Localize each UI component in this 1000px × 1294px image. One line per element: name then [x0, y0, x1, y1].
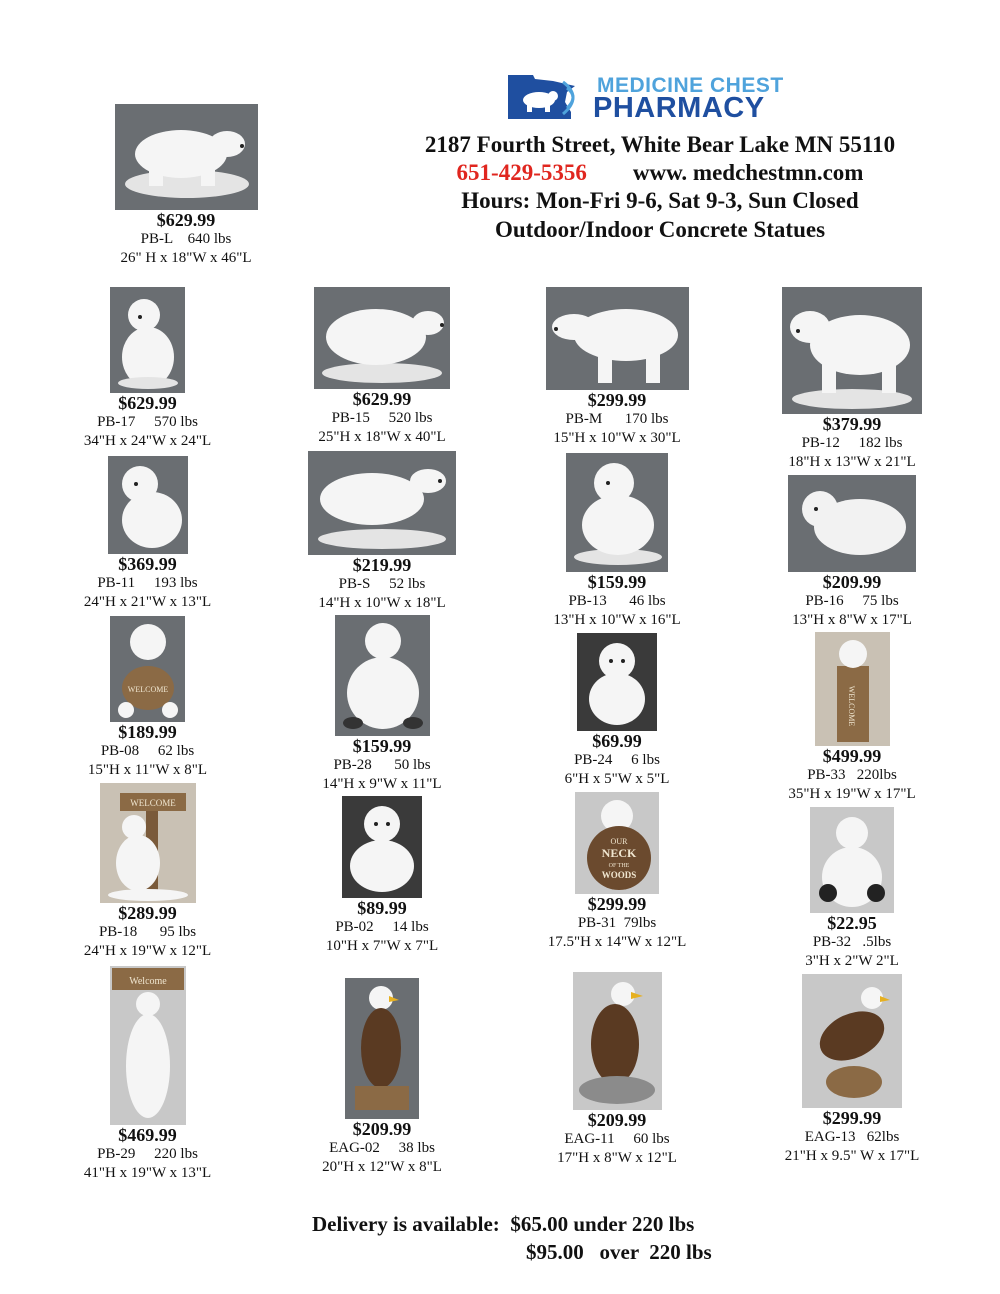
product-card: [532, 792, 702, 952]
product-code-weight: PB-28 50 lbs: [333, 757, 431, 773]
product-card: [65, 616, 230, 780]
pharmacy-logo: [505, 72, 815, 122]
polar-bear-statue-photo: [314, 287, 450, 389]
product-price: $289.99: [118, 903, 177, 923]
product-dimensions: 13"H x 10"W x 16"L: [553, 612, 681, 628]
polar-bear-statue-photo: [108, 456, 188, 554]
product-price: $22.95: [827, 913, 877, 933]
product-dimensions: 41"H x 19"W x 13"L: [83, 1165, 212, 1181]
product-price: $629.99: [118, 393, 177, 413]
product-dimensions: 24"H x 21"W x 13"L: [83, 594, 212, 610]
product-card: [532, 633, 702, 789]
product-card: [297, 796, 467, 956]
logo-line2: PHARMACY: [593, 92, 765, 124]
product-price: $89.99: [357, 898, 407, 918]
product-card: [297, 615, 467, 794]
sign-text: OF THE: [608, 863, 630, 869]
svg-text:WELCOME: WELCOME: [129, 798, 176, 808]
logo-line1: MEDICINE CHEST: [597, 74, 784, 97]
product-price: $209.99: [822, 572, 882, 592]
product-card: [65, 966, 230, 1183]
product-price: $189.99: [118, 722, 177, 742]
product-code-weight: PB-13 46 lbs: [568, 593, 666, 609]
product-code-weight: PB-11 193 lbs: [97, 575, 198, 591]
sign-text: OUR: [610, 837, 628, 846]
polar-bear-statue-photo: [577, 633, 657, 731]
product-dimensions: 25"H x 18"W x 40"L: [318, 429, 446, 445]
bear-welcome-sign-photo: [110, 966, 186, 1125]
delivery-label: Delivery is available:: [312, 1212, 500, 1236]
product-code-weight: PB-33 220lbs: [807, 767, 897, 783]
product-code-weight: PB-24 6 lbs: [574, 752, 660, 768]
delivery-line-1: [312, 1212, 694, 1237]
product-dimensions: 24"H x 19"W x 12"L: [83, 943, 212, 959]
product-code-weight: PB-L 640 lbs: [140, 231, 232, 247]
product-price: $499.99: [822, 746, 882, 766]
product-code-weight: PB-17 570 lbs: [97, 414, 198, 430]
product-price: $469.99: [118, 1125, 177, 1145]
product-code-weight: PB-M 170 lbs: [565, 411, 669, 427]
sign-text: WOODS: [601, 870, 637, 880]
product-card: [65, 456, 230, 612]
product-price: $379.99: [822, 414, 882, 434]
website: www. medchestmn.com: [632, 160, 864, 185]
product-card: [65, 287, 230, 451]
product-price: $629.99: [156, 210, 216, 230]
polar-bear-statue-photo: [546, 287, 689, 390]
bear-neck-of-woods-sign-photo: [575, 792, 659, 894]
product-code-weight: EAG-11 60 lbs: [564, 1131, 670, 1147]
product-price: $69.99: [592, 731, 642, 751]
product-dimensions: 17.5"H x 14"W x 12"L: [547, 934, 687, 950]
product-dimensions: 14"H x 9"W x 11"L: [322, 776, 442, 792]
product-price: $209.99: [352, 1119, 412, 1139]
product-code-weight: PB-S 52 lbs: [338, 576, 426, 592]
eagle-statue-photo: [573, 972, 662, 1110]
polar-bear-statue-photo: [335, 615, 430, 736]
product-dimensions: 18"H x 13"W x 21"L: [788, 454, 916, 470]
product-code-weight: PB-18 95 lbs: [98, 924, 197, 940]
product-price: $299.99: [587, 894, 647, 914]
product-dimensions: 13"H x 8"W x 17"L: [792, 612, 912, 628]
product-code-weight: PB-29 220 lbs: [97, 1146, 198, 1162]
product-dimensions: 26" H x 18"W x 46"L: [120, 250, 252, 266]
product-dimensions: 3"H x 2"W 2"L: [805, 953, 899, 969]
product-card: [297, 451, 467, 613]
product-card: [297, 287, 467, 447]
product-card: [297, 978, 467, 1177]
bear-welcome-sign-photo: [110, 616, 185, 722]
minnesota-bear-logo-icon: [505, 72, 585, 122]
eagle-statue-photo: [802, 974, 902, 1108]
product-price: $159.99: [352, 736, 412, 756]
sign-text: NECK: [601, 846, 637, 860]
product-card: [772, 974, 932, 1166]
product-card: [772, 475, 932, 630]
store-hours: Hours: Mon-Fri 9-6, Sat 9-3, Sun Closed: [461, 188, 859, 213]
phone-number: 651-429-5356: [456, 160, 587, 185]
product-dimensions: 34"H x 24"W x 24"L: [83, 433, 212, 449]
product-code-weight: PB-15 520 lbs: [331, 410, 433, 426]
product-code-weight: PB-16 75 lbs: [805, 593, 899, 609]
product-code-weight: PB-02 14 lbs: [335, 919, 429, 935]
product-dimensions: 21"H x 9.5" W x 17"L: [784, 1148, 920, 1164]
product-code-weight: PB-12 182 lbs: [801, 435, 903, 451]
product-dimensions: 35"H x 19"W x 17"L: [788, 786, 916, 802]
product-dimensions: 17"H x 8"W x 12"L: [557, 1150, 677, 1166]
product-card: [772, 287, 932, 472]
contact-line: [380, 160, 940, 186]
product-price: $209.99: [587, 1110, 647, 1130]
polar-bear-statue-photo: [115, 104, 258, 210]
product-dimensions: 6"H x 5"W x 5"L: [564, 771, 670, 787]
product-code-weight: EAG-02 38 lbs: [329, 1140, 435, 1156]
address: 2187 Fourth Street, White Bear Lake MN 55110: [424, 132, 896, 157]
svg-text:WELCOME: WELCOME: [127, 685, 169, 694]
polar-bear-statue-photo: [110, 287, 185, 393]
product-card: [532, 972, 702, 1168]
polar-bear-statue-photo: [788, 475, 916, 572]
product-code-weight: PB-08 62 lbs: [100, 743, 195, 759]
bear-welcome-post-photo: [815, 632, 890, 746]
product-card: [772, 632, 932, 804]
product-dimensions: 15"H x 10"W x 30"L: [553, 430, 681, 446]
product-card: [65, 783, 230, 961]
page-subtitle: Outdoor/Indoor Concrete Statues: [494, 217, 826, 242]
product-code-weight: PB-32 .5lbs: [812, 934, 892, 950]
product-card: [772, 807, 932, 971]
product-card: [86, 104, 286, 268]
product-dimensions: 20"H x 12"W x 8"L: [322, 1159, 442, 1175]
product-dimensions: 10"H x 7"W x 7"L: [325, 938, 439, 954]
product-code-weight: PB-31 79lbs: [577, 915, 657, 931]
product-price: $299.99: [822, 1108, 882, 1128]
delivery-over-price: $95.00 over 220 lbs: [526, 1240, 712, 1264]
eagle-statue-photo: [345, 978, 419, 1119]
product-price: $219.99: [352, 555, 412, 575]
product-dimensions: 15"H x 11"W x 8"L: [87, 762, 208, 778]
polar-bear-statue-photo: [566, 453, 668, 572]
product-card: [532, 453, 702, 630]
polar-bear-statue-photo: [782, 287, 922, 414]
svg-text:Welcome: Welcome: [128, 976, 167, 987]
product-price: $299.99: [587, 390, 647, 410]
bear-welcome-sign-photo: [100, 783, 196, 903]
product-price: $629.99: [352, 389, 412, 409]
product-price: $369.99: [118, 554, 177, 574]
svg-text:WELCOME: WELCOME: [846, 685, 856, 727]
product-dimensions: 14"H x 10"W x 18"L: [318, 595, 446, 611]
delivery-under-price: $65.00 under 220 lbs: [510, 1212, 695, 1236]
polar-bear-statue-photo: [342, 796, 422, 898]
product-card: [532, 287, 702, 448]
product-price: $159.99: [587, 572, 647, 592]
polar-bear-statue-photo: [308, 451, 456, 555]
polar-bear-statue-photo: [810, 807, 894, 913]
product-code-weight: EAG-13 62lbs: [804, 1129, 900, 1145]
